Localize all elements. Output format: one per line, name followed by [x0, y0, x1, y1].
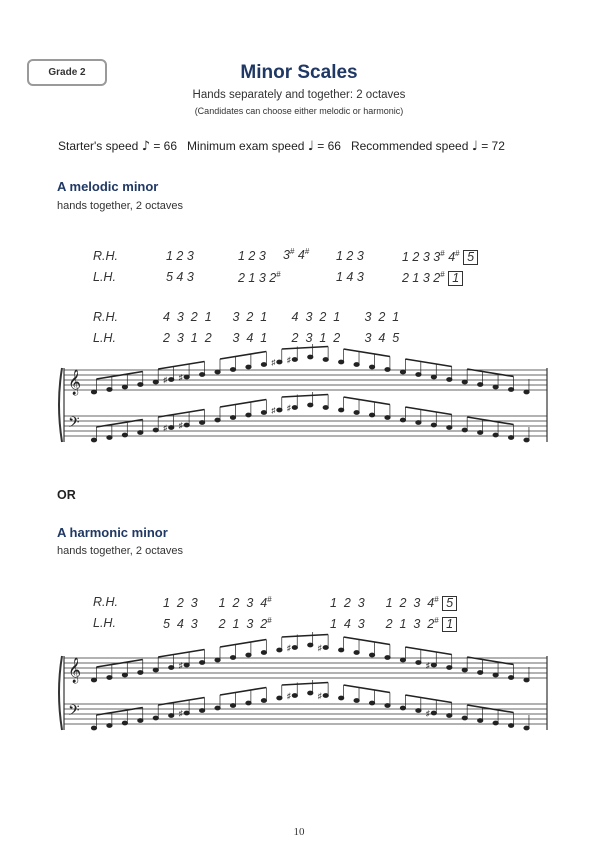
- note-head: [91, 726, 96, 730]
- note-head: [354, 411, 359, 415]
- grade-label: Grade 2: [27, 59, 107, 86]
- note-head: [323, 358, 328, 362]
- note-head: [462, 428, 467, 432]
- note-beam: [220, 640, 266, 648]
- note-head: [385, 704, 390, 708]
- page-subnote: (Candidates can choose either melodic or harmonic): [194, 106, 404, 116]
- melodic-subtitle: hands together, 2 octaves: [57, 200, 183, 212]
- treble-clef-icon: 𝄞: [68, 658, 82, 683]
- note-head: [447, 666, 452, 670]
- rh-fingering-3: 1 2 3: [336, 249, 364, 263]
- note-beam: [344, 637, 390, 645]
- harmonic-subtitle: hands together, 2 octaves: [57, 545, 183, 557]
- note-head: [400, 418, 405, 422]
- note-head: [153, 428, 158, 432]
- note-head: [478, 383, 483, 387]
- note-head: [200, 661, 205, 665]
- note-head: [153, 716, 158, 720]
- note-beam: [344, 397, 390, 405]
- note-head: [385, 656, 390, 660]
- note-head: [200, 373, 205, 377]
- rh-label: R.H.: [93, 595, 118, 609]
- lh-final-finger: 1: [448, 271, 463, 286]
- note-beam: [405, 407, 451, 415]
- note-head: [153, 668, 158, 672]
- note-head: [509, 436, 514, 440]
- note-head: [339, 360, 344, 364]
- page-title: Minor Scales: [240, 62, 358, 83]
- eighth-note-icon: ♪: [141, 139, 150, 154]
- note-head: [369, 413, 374, 417]
- note-head: [462, 380, 467, 384]
- rec-speed-label: Recommended speed: [350, 139, 469, 153]
- sharp-sign: ♯: [178, 373, 183, 382]
- treble-clef-icon: 𝄞: [68, 370, 82, 395]
- rec-speed-value: = 72: [481, 139, 505, 153]
- sharp-sign: ♯: [286, 691, 291, 701]
- note-head: [400, 370, 405, 374]
- note-head: [292, 646, 297, 650]
- note-head: [339, 648, 344, 652]
- rh-final-finger: 5: [463, 250, 478, 265]
- note-head: [138, 431, 143, 435]
- note-head: [246, 413, 251, 417]
- bass-clef-icon: 𝄢: [68, 702, 80, 723]
- note-head: [493, 673, 498, 677]
- note-beam: [282, 347, 328, 350]
- note-head: [478, 431, 483, 435]
- note-head: [509, 724, 514, 728]
- rh-sharp-fingers: 3# 4#: [283, 247, 310, 263]
- min-speed-value: = 66: [317, 139, 341, 153]
- note-head: [354, 651, 359, 655]
- harmonic-grand-staff: [62, 643, 550, 736]
- note-head: [261, 363, 266, 367]
- note-beam: [282, 395, 328, 398]
- note-head: [169, 666, 174, 670]
- note-head: [169, 714, 174, 718]
- note-head: [509, 676, 514, 680]
- lh-fingering-4: 2 1 3 2# 1: [402, 270, 463, 286]
- or-separator: OR: [57, 488, 76, 502]
- note-head: [369, 365, 374, 369]
- note-head: [447, 714, 452, 718]
- note-head: [246, 653, 251, 657]
- note-head: [261, 411, 266, 415]
- note-head: [230, 368, 235, 372]
- note-head: [200, 421, 205, 425]
- note-head: [200, 709, 205, 713]
- note-head: [431, 711, 436, 715]
- note-head: [431, 423, 436, 427]
- lh-label: L.H.: [93, 331, 116, 345]
- sharp-sign: ♯: [317, 691, 322, 701]
- sharp-sign: ♯: [425, 661, 430, 670]
- note-head: [493, 433, 498, 437]
- note-head: [138, 719, 143, 723]
- note-beam: [220, 400, 266, 408]
- note-head: [292, 694, 297, 698]
- note-head: [277, 360, 282, 364]
- note-head: [138, 383, 143, 387]
- note-head: [122, 385, 127, 389]
- note-head: [524, 390, 529, 394]
- note-head: [292, 406, 297, 410]
- note-head: [323, 406, 328, 410]
- melodic-grand-staff: [62, 355, 550, 448]
- note-head: [478, 671, 483, 675]
- note-head: [230, 704, 235, 708]
- sharp-sign: ♯: [178, 661, 183, 670]
- note-head: [91, 390, 96, 394]
- quarter-note-icon: ♩: [307, 139, 314, 154]
- note-head: [354, 699, 359, 703]
- rh-label: R.H.: [93, 310, 118, 324]
- note-head: [431, 663, 436, 667]
- starter-speed-label: Starter's speed: [58, 139, 139, 153]
- note-head: [308, 403, 313, 407]
- lh-fingering-1: 5 4 3: [166, 270, 194, 284]
- lh-descending-fingering: 2 3 1 2 3 4 1 2 3 1 2 3 4 5: [163, 331, 400, 345]
- note-head: [431, 375, 436, 379]
- note-beam: [220, 688, 266, 696]
- note-head: [416, 421, 421, 425]
- rh-fingering-4: 1 2 3 3# 4# 5: [402, 249, 478, 265]
- melodic-title: A melodic minor: [57, 179, 159, 194]
- note-head: [215, 706, 220, 710]
- page-subtitle: Hands separately and together: 2 octaves: [192, 89, 406, 101]
- note-head: [524, 678, 529, 682]
- note-head: [447, 378, 452, 382]
- note-head: [230, 416, 235, 420]
- lh-label: L.H.: [93, 270, 116, 284]
- note-beam: [405, 647, 451, 655]
- sharp-sign: ♯: [163, 375, 168, 385]
- note-head: [323, 646, 328, 650]
- note-head: [184, 423, 189, 427]
- note-head: [169, 426, 174, 430]
- note-head: [385, 368, 390, 372]
- note-head: [493, 721, 498, 725]
- sharp-sign: ♯: [286, 403, 291, 413]
- harmonic-rh-fingering-1: 1 2 3 1 2 3 4#: [163, 595, 272, 611]
- starter-speed-value: = 66: [153, 139, 178, 153]
- note-head: [215, 418, 220, 422]
- harmonic-lh-fingering-1: 5 4 3 2 1 3 2#: [163, 616, 272, 632]
- note-head: [416, 373, 421, 377]
- note-head: [308, 691, 313, 695]
- note-head: [261, 651, 266, 655]
- note-head: [184, 711, 189, 715]
- note-head: [339, 696, 344, 700]
- note-head: [478, 719, 483, 723]
- note-head: [323, 694, 328, 698]
- note-head: [91, 678, 96, 682]
- note-head: [400, 706, 405, 710]
- rh-descending-fingering: 4 3 2 1 3 2 1 4 3 2 1 3 2 1: [163, 310, 400, 324]
- note-head: [385, 416, 390, 420]
- note-head: [308, 355, 313, 359]
- note-beam: [158, 362, 204, 370]
- lh-label: L.H.: [93, 616, 116, 630]
- note-head: [339, 408, 344, 412]
- note-head: [524, 438, 529, 442]
- note-head: [493, 385, 498, 389]
- note-head: [509, 388, 514, 392]
- note-head: [462, 716, 467, 720]
- note-head: [354, 363, 359, 367]
- note-beam: [158, 650, 204, 658]
- note-head: [292, 358, 297, 362]
- note-head: [153, 380, 158, 384]
- note-head: [215, 658, 220, 662]
- note-head: [107, 388, 112, 392]
- note-head: [369, 701, 374, 705]
- note-head: [246, 701, 251, 705]
- sharp-sign: ♯: [271, 358, 276, 367]
- note-head: [277, 648, 282, 652]
- note-head: [184, 663, 189, 667]
- note-beam: [405, 695, 451, 703]
- note-head: [400, 658, 405, 662]
- note-head: [122, 673, 127, 677]
- harmonic-rh-fingering-2: 1 2 3 1 2 3 4# 5: [330, 595, 457, 611]
- note-head: [462, 668, 467, 672]
- harmonic-lh-fingering-2: 1 4 3 2 1 3 2# 1: [330, 616, 457, 632]
- rh-fingering-2: 1 2 3: [238, 249, 266, 263]
- note-head: [277, 696, 282, 700]
- page-number: 10: [293, 826, 305, 838]
- quarter-note-icon: ♩: [471, 139, 478, 154]
- note-head: [107, 676, 112, 680]
- note-head: [369, 653, 374, 657]
- note-beam: [282, 683, 328, 686]
- bass-clef-icon: 𝄢: [68, 414, 80, 435]
- note-head: [246, 365, 251, 369]
- note-beam: [405, 359, 451, 367]
- note-head: [230, 656, 235, 660]
- sharp-sign: ♯: [178, 421, 183, 430]
- note-head: [447, 426, 452, 430]
- note-head: [107, 436, 112, 440]
- lh-fingering-3: 1 4 3: [336, 270, 364, 284]
- note-beam: [220, 352, 266, 360]
- note-head: [416, 661, 421, 665]
- note-head: [277, 408, 282, 412]
- note-head: [107, 724, 112, 728]
- rh-label: R.H.: [93, 249, 118, 263]
- speed-line: [58, 139, 505, 154]
- rh-final-finger: 5: [442, 596, 457, 611]
- note-head: [524, 726, 529, 730]
- note-beam: [344, 685, 390, 693]
- sharp-sign: ♯: [286, 643, 291, 653]
- note-head: [308, 643, 313, 647]
- sharp-sign: ♯: [317, 643, 322, 653]
- rh-fingering-1: 1 2 3: [166, 249, 194, 263]
- note-beam: [282, 635, 328, 638]
- note-head: [91, 438, 96, 442]
- note-head: [416, 709, 421, 713]
- min-speed-label: Minimum exam speed: [187, 139, 305, 153]
- note-head: [138, 671, 143, 675]
- note-head: [215, 370, 220, 374]
- note-head: [169, 378, 174, 382]
- sharp-sign: ♯: [163, 423, 168, 433]
- note-beam: [344, 349, 390, 357]
- harmonic-title: A harmonic minor: [57, 525, 168, 540]
- sharp-sign: ♯: [286, 355, 291, 365]
- sharp-sign: ♯: [425, 709, 430, 718]
- sharp-sign: ♯: [178, 709, 183, 718]
- note-head: [122, 433, 127, 437]
- sharp-sign: ♯: [271, 406, 276, 415]
- lh-final-finger: 1: [442, 617, 457, 632]
- lh-fingering-2: 2 1 3 2#: [238, 270, 281, 286]
- note-head: [261, 699, 266, 703]
- note-head: [122, 721, 127, 725]
- note-head: [184, 375, 189, 379]
